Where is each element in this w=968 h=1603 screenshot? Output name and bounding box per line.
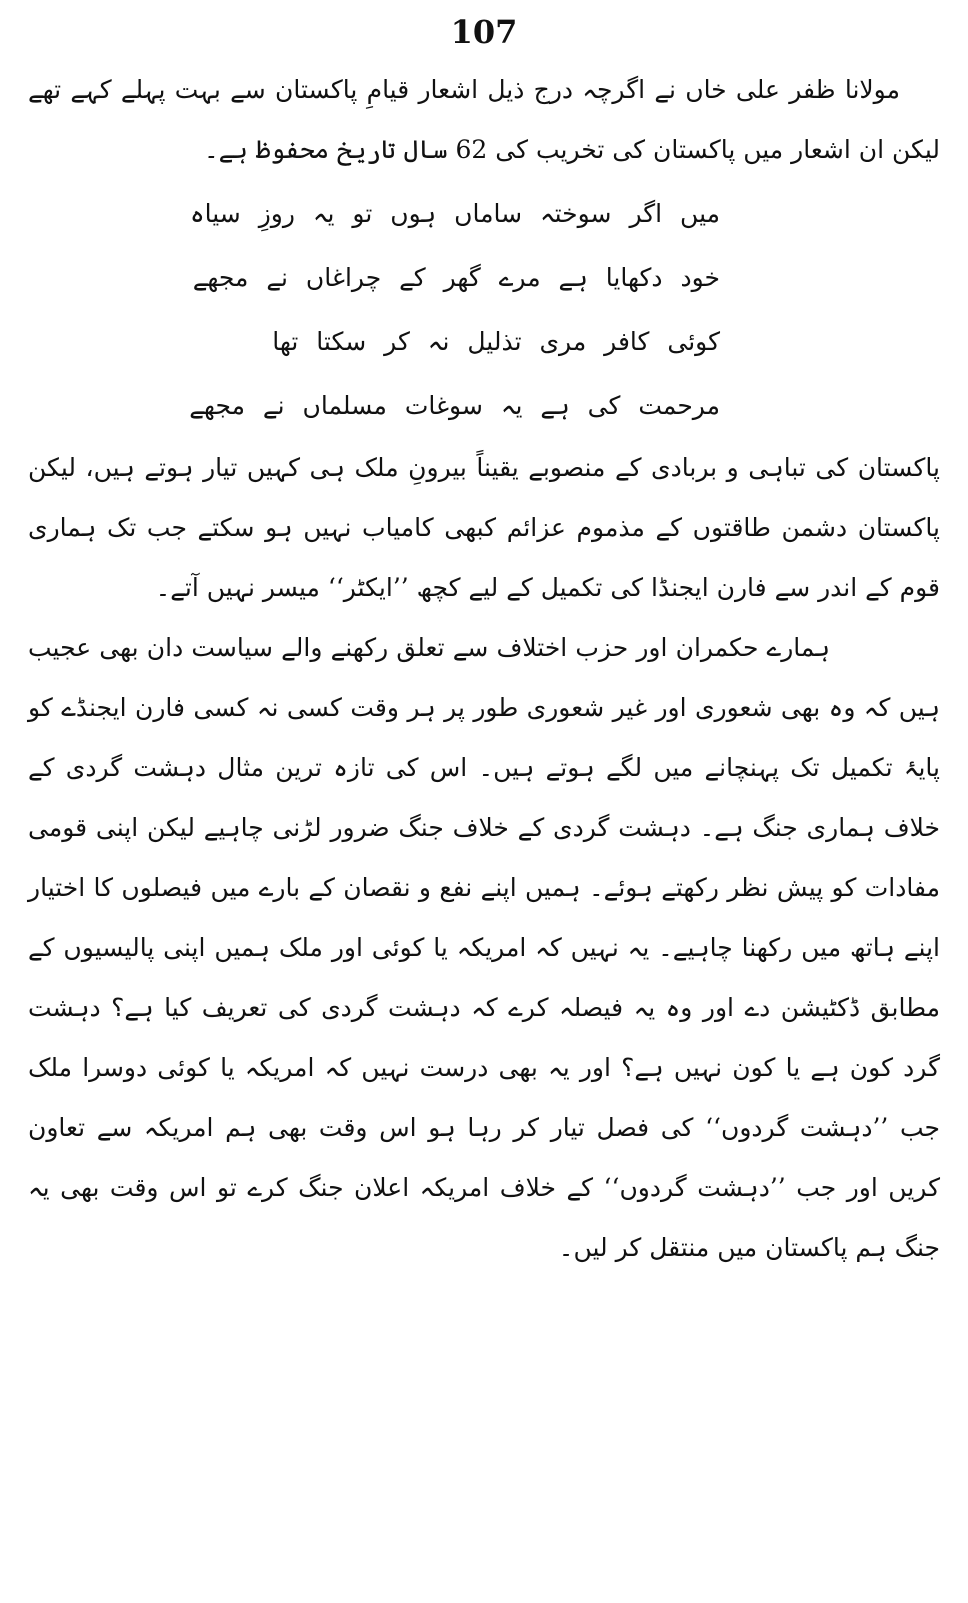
poem-verse-2: خود دکھایا ہے مرے گھر کے چراغاں نے مجھے <box>192 263 720 292</box>
poem-stanza <box>28 182 940 438</box>
page-number: 107 <box>450 13 518 51</box>
poem-verse-3: کوئی کافر مری تذلیل نہ کر سکتا تھا <box>272 327 720 356</box>
body-paragraph-2: ہمارے حکمران اور حزب اختلاف سے تعلق رکھنے والے سیاست دان بھی عجیب ہیں کہ وہ بھی شعوری اور غیر شعوری طور پر ہر وقت کسی نہ کسی فارن ایجنڈے کو پایۂ تکمیل تک پہنچانے میں لگے ہوتے ہیں۔ اس کی تازہ ترین مثال دہشت گردی کے خلاف ہماری جنگ ہے۔ دہشت گردی کے خلاف جنگ ضرور لڑنی چاہیے لیکن اپنی قومی مفادات کو پیش نظر رکھتے ہوئے۔ ہمیں اپنے نفع و نقصان کے بارے میں فیصلوں کا اختیار اپنے ہاتھ میں رکھنا چاہیے۔ یہ نہیں کہ امریکہ یا کوئی اور ملک ہمیں اپنی پالیسیوں کے مطابق ڈکٹیشن دے اور وہ یہ فیصلہ کرے کہ دہشت گردی کی تعریف کیا ہے؟ دہشت گرد کون ہے یا کون نہیں ہے؟ اور یہ بھی درست نہیں کہ امریکہ یا کوئی دوسرا ملک جب ’’دہشت گردوں‘‘ کی فصل تیار کر رہا ہو اس وقت بھی ہم امریکہ سے تعاون کریں اور جب ’’دہشت گردوں‘‘ کے خلاف امریکہ اعلان جنگ کرے تو اس وقت بھی یہ جنگ ہم پاکستان میں منتقل کر لیں۔ <box>28 633 940 1262</box>
body-paragraph-1: پاکستان کی تباہی و بربادی کے منصوبے یقیناً بیرونِ ملک ہی کہیں تیار ہوتے ہیں، لیکن پاکستان دشمن طاقتوں کے مذموم عزائم کبھی کامیاب نہیں ہو سکتے جب تک ہماری قوم کے اندر سے فارن ایجنڈا کی تکمیل کے لیے کچھ ’’ایکٹر‘‘ میسر نہیں آتے۔ <box>28 453 940 602</box>
poem-verse-4: مرحمت کی ہے یہ سوغات مسلماں نے مجھے <box>189 391 720 420</box>
intro-paragraph: مولانا ظفر علی خاں نے اگرچہ درج ذیل اشعار قیامِ پاکستان سے بہت پہلے کہے تھے لیکن ان اشعار میں پاکستان کی تخریب کی 62 سال تاریخ محفوظ ہے۔ <box>28 75 940 164</box>
poem-verse-1: میں اگر سوختہ ساماں ہوں تو یہ روزِ سیاہ <box>190 199 720 228</box>
